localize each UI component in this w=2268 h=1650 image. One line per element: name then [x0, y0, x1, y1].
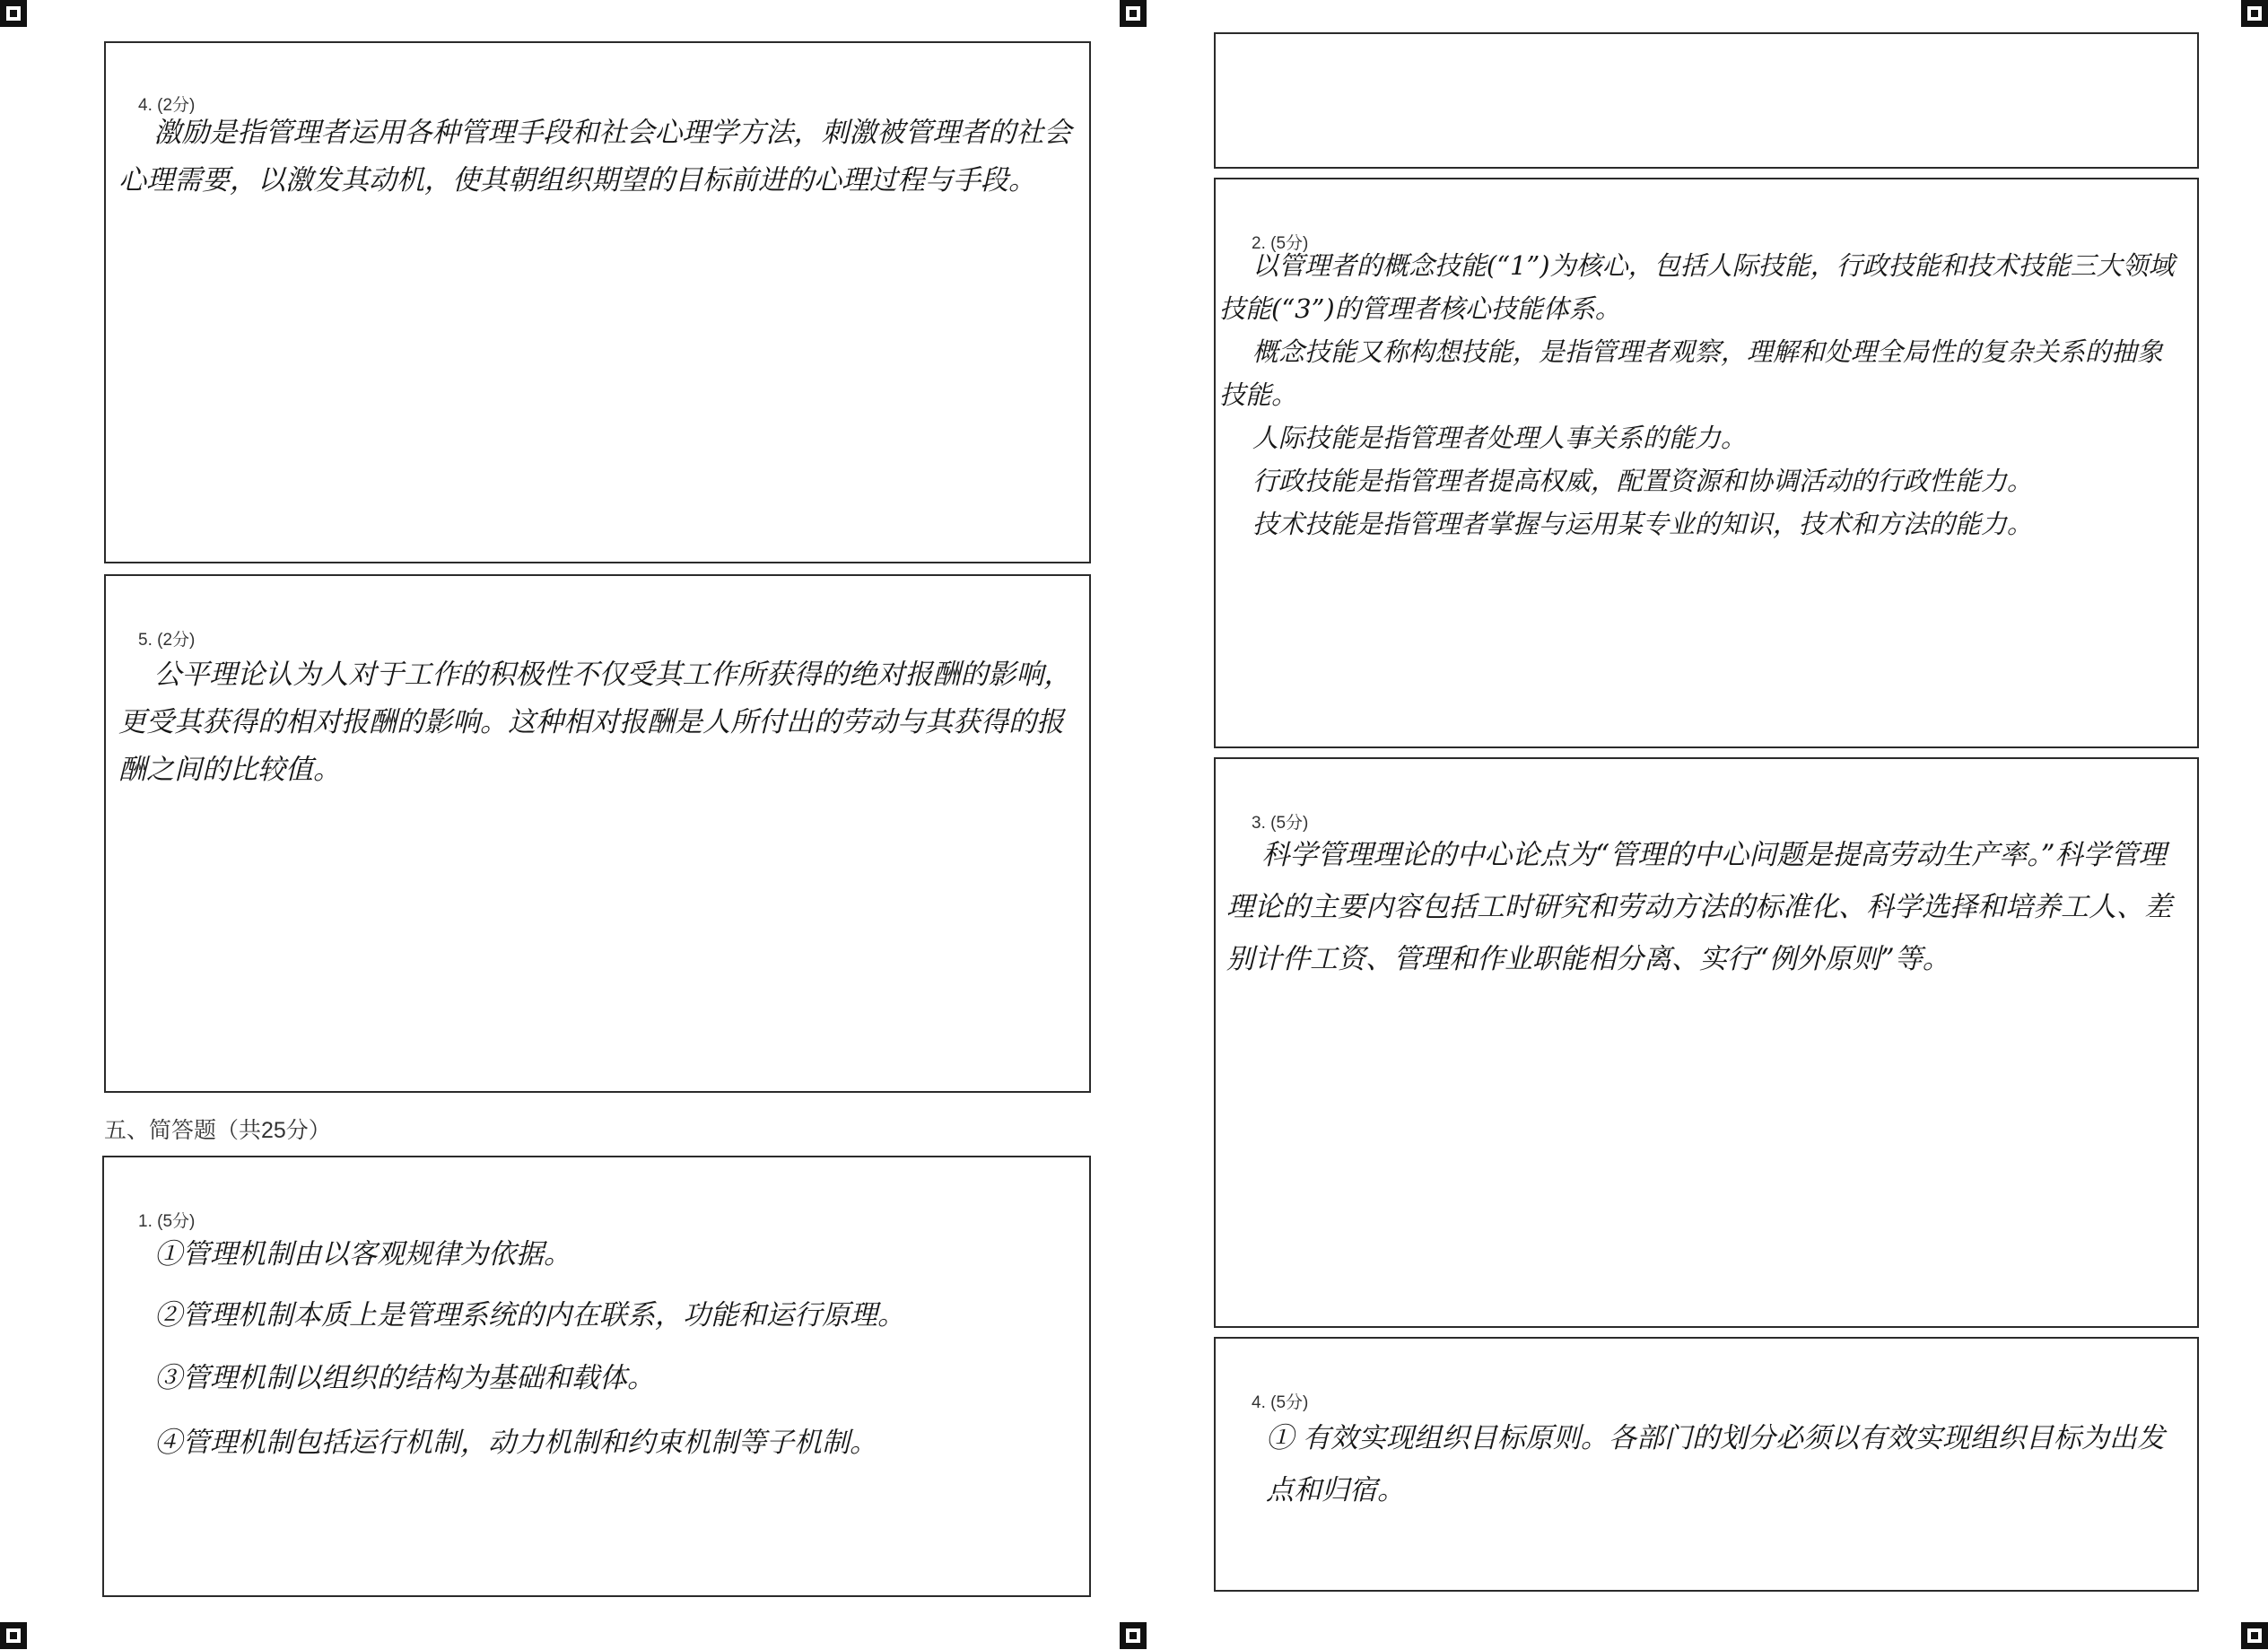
registration-marker-top-center — [1120, 0, 1147, 27]
answer-box-q4-right — [1214, 1337, 2199, 1592]
question-label: 3. (5分) — [1252, 814, 1309, 833]
handwritten-line: ③管理机制以组织的结构为基础和载体。 — [154, 1362, 655, 1394]
handwritten-answer: 以管理者的概念技能(“1”)为核心，包括人际技能，行政技能和技术技能三大领域技能(“3”)的管理者核心技能体系。 概念技能又称构想技能，是指管理者观察，理解和处理全局性的复杂关系的抽象技能。 人际技能是指管理者处理人事关系的能力。 行政技能是指管理者提高权威，配置资源和协调活动的行政性能力。 技术技能是指管理者掌握与运用某专业的知识，技术和方法的能力。 — [1219, 250, 2175, 539]
question-label: 2. (5分) — [1252, 234, 1309, 253]
registration-marker-bottom-right — [2241, 1622, 2268, 1649]
answer-box-q3-right — [1214, 757, 2199, 1328]
question-label: 1. (5分) — [138, 1212, 196, 1231]
handwritten-answer: 科学管理理论的中心论点为“管理的中心问题是提高劳动生产率。”科学管理理论的主要内容包括工时研究和劳动方法的标准化、科学选择和培养工人、差别计件工资、管理和作业职能相分离、实行“例外原则”等。 — [1226, 839, 2172, 975]
answer-box-blank-top — [1214, 32, 2199, 169]
question-label: 4. (5分) — [1252, 1393, 1309, 1412]
handwritten-line: ①管理机制由以客观规律为依据。 — [154, 1238, 571, 1270]
section-title: 五、简答题（共25分） — [104, 1118, 331, 1143]
registration-marker-top-left — [0, 0, 27, 27]
question-label: 4. (2分) — [138, 96, 196, 115]
question-label: 5. (2分) — [138, 631, 196, 650]
handwritten-answer: ① 有效实现组织目标原则。各部门的划分必须以有效实现组织目标为出发点和归宿。 — [1266, 1422, 2165, 1506]
registration-marker-bottom-center — [1120, 1622, 1147, 1649]
handwritten-answer: 激励是指管理者运用各种管理手段和社会心理学方法，刺激被管理者的社会心理需要，以激发其动机，使其朝组织期望的目标前进的心理过程与手段。 — [118, 117, 1072, 196]
handwritten-line: ②管理机制本质上是管理系统的内在联系，功能和运行原理。 — [154, 1299, 905, 1331]
handwritten-answer: 公平理论认为人对于工作的积极性不仅受其工作所获得的绝对报酬的影响，更受其获得的相对报酬的影响。这种相对报酬是人所付出的劳动与其获得的报酬之间的比较值。 — [118, 659, 1072, 786]
registration-marker-bottom-left — [0, 1622, 27, 1649]
answer-box-short-answer-1 — [102, 1156, 1091, 1597]
answer-box-q4-left — [104, 41, 1091, 563]
answer-box-q2-right — [1214, 178, 2199, 748]
answer-box-q5-left — [104, 574, 1091, 1093]
handwritten-line: ④管理机制包括运行机制，动力机制和约束机制等子机制。 — [154, 1427, 877, 1459]
registration-marker-top-right — [2241, 0, 2268, 27]
